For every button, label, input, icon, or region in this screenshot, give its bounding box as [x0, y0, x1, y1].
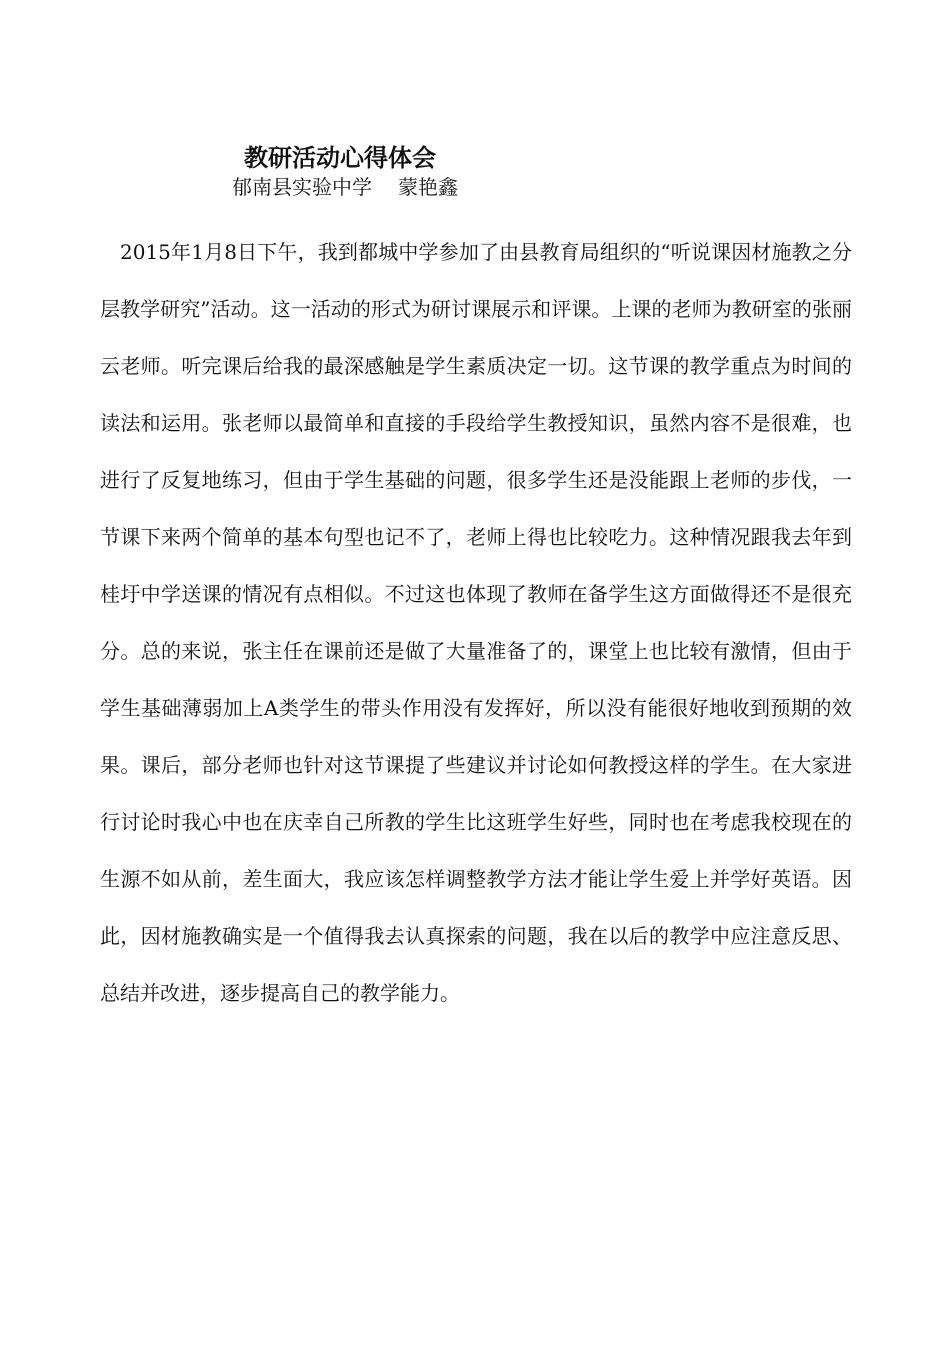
document-title: 教研活动心得体会 — [244, 143, 436, 172]
school-name: 郁南县实验中学 — [232, 175, 372, 199]
author-byline — [232, 173, 458, 201]
body-paragraph: 2015年1月8日下午，我到都城中学参加了由县教育局组织的“听说课因材施教之分层教学研究”活动。这一活动的形式为研讨课展示和评课。上课的老师为教研室的张丽云老师。听完课后给我的最深感触是学生素质决定一切。这节课的教学重点为时间的读法和运用。张老师以最简单和直接的手段给学生教授知识，虽然内容不是很难，也进行了反复地练习，但由于学生基础的问题，很多学生还是没能跟上老师的步伐，一节课下来两个简单的基本句型也记不了，老师上得也比较吃力。这种情况跟我去年到桂圩中学送课的情况有点相似。不过这也体现了教师在备学生这方面做得还不是很充分。总的来说，张主任在课前还是做了大量准备了的，课堂上也比较有激情，但由于学生基础薄弱加上A类学生的带头作用没有发挥好，所以没有能很好地收到预期的效果。课后，部分老师也针对这节课提了些建议并讨论如何教授这样的学生。在大家进行讨论时我心中也在庆幸自己所教的学生比这班学生好些，同时也在考虑我校现在的生源不如从前，差生面大，我应该怎样调整教学方法才能让学生爱上并学好英语。因此，因材施教确实是一个值得我去认真探索的问题，我在以后的教学中应注意反思、总结并改进，逐步提高自己的教学能力。 — [100, 240, 852, 1005]
author-name: 蒙艳鑫 — [398, 175, 458, 199]
